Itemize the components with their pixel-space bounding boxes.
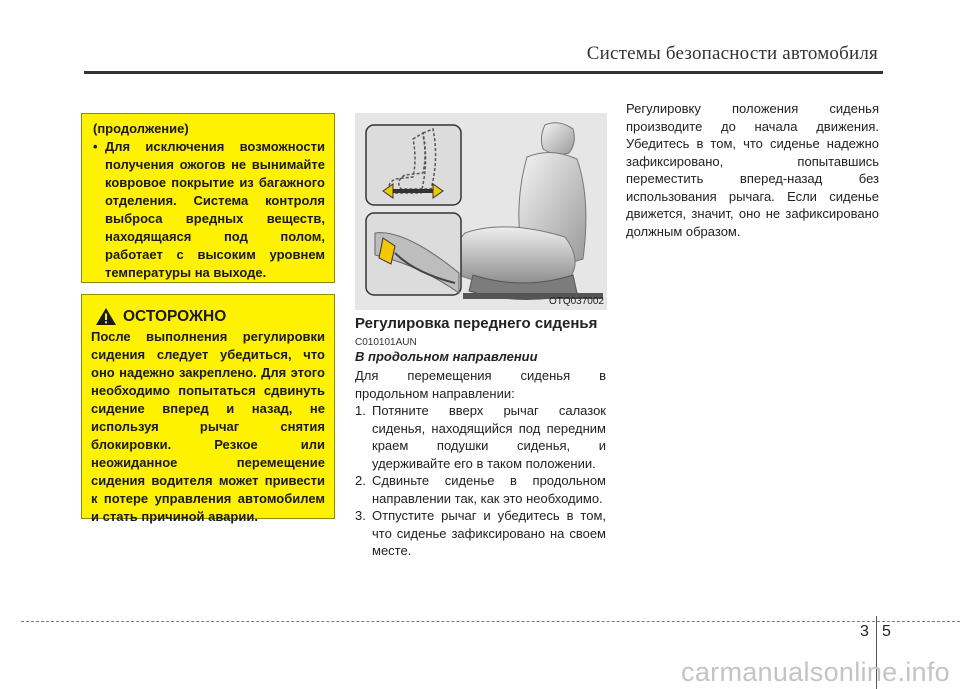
- step-text: Сдвиньте сиденье в продольном направлении так, как это необходимо.: [372, 473, 606, 506]
- continued-heading: (продолжение): [93, 121, 189, 136]
- footer-rule: [21, 621, 960, 622]
- continued-note-box: [81, 113, 335, 283]
- continued-text: Для исключения возможности получения ожогов не вынимайте ковровое покрытие из багажного отделения. Система контроля выброса вредных веществ, находящаяся под полом, работает с высоким уровнем температуры на выходе.: [105, 139, 325, 280]
- warning-title: ОСТОРОЖНО: [123, 307, 227, 325]
- step-number: 2.: [355, 473, 366, 488]
- step-item: [355, 402, 606, 472]
- page-header-title: Системы безопасности автомобиля: [586, 43, 878, 64]
- section-intro: Для перемещения сиденья в продольном направлении:: [355, 368, 606, 401]
- figure-code: OTQ037002: [548, 296, 604, 307]
- page-chapter: 3: [860, 623, 869, 640]
- warning-triangle-icon: [95, 307, 117, 326]
- header-rule: [84, 71, 883, 74]
- section-body: [355, 367, 606, 560]
- seat-illustration: [355, 113, 607, 310]
- warning-text: После выполнения регулировки сидения следует убедиться, что оно надежно закреплено. Для этого необходимо попытаться сдвинуть сидение вперед и назад, не используя рычаг снятия блокировки. Резкое или неожиданное перемещение сидения водителя может привести к потере управления автомобилем и стать причиной аварии.: [91, 329, 325, 524]
- step-text: Потяните вверх рычаг салазок сиденья, находящийся под передним краем подушки сиденья, и удерживайте его в таком положении.: [372, 403, 606, 471]
- section-code: C010101AUN: [355, 337, 417, 348]
- step-number: 1.: [355, 403, 366, 418]
- step-number: 3.: [355, 508, 366, 523]
- section-title: Регулировка переднего сиденья: [355, 315, 598, 332]
- warning-box: [81, 294, 335, 524]
- page-number: 5: [882, 623, 891, 640]
- section-subtitle: В продольном направлении: [355, 349, 538, 364]
- watermark: carmanualsonline.info: [681, 657, 950, 687]
- step-item: [355, 472, 606, 507]
- step-item: [355, 507, 606, 560]
- bullet-mark: •: [93, 139, 98, 154]
- right-column-text: Регулировку положения сиденья производите до начала движения. Убедитесь в том, что сиденье надежно зафиксировано, попытавшись переместить вперед-назад без использования рычага. Если сиденье движется, значит, оно не зафиксировано должным образом.: [626, 101, 879, 239]
- step-text: Отпустите рычаг и убедитесь в том, что сиденье зафиксировано на своем месте.: [372, 508, 606, 558]
